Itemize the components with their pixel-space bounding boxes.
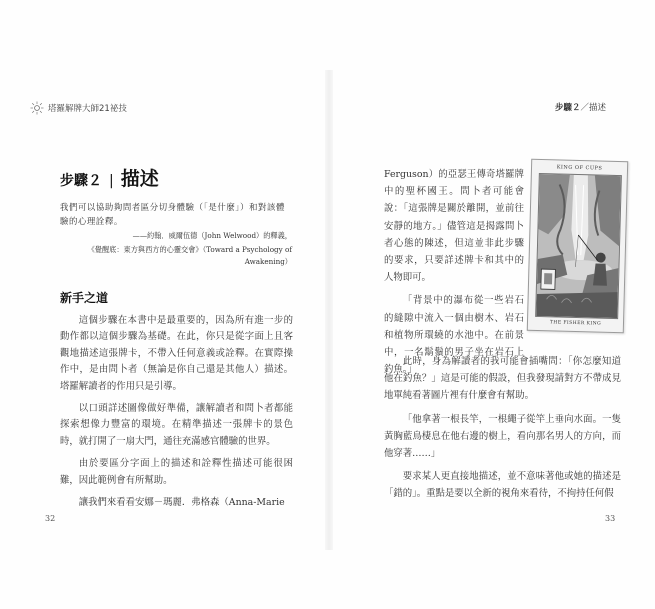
card-footer: THE FISHER KING (549, 320, 602, 327)
running-header-left (30, 101, 127, 115)
paragraph: 這個步驟在本書中是最重要的，因為所有進一步的動作都以這個步驟為基礎。在此，你只是從字面上且客觀地描述這張牌卡，不帶入任何意義或詮釋。在實際操作中，是由問卜者（無論是你自己還是其他人）描述。塔羅解讀者的作用只是引導。 (60, 315, 293, 392)
page-number-left: 32 (45, 514, 56, 523)
epigraph-quote: 我們可以協助夠問者區分切身體驗（「是什麼」）和對該體驗的心理詮釋。 (60, 202, 285, 226)
chapter-step: 步驟２ (60, 173, 102, 189)
paragraph: 要求某人更直接地描述，並不意味著他或她的描述是「錯的」。重點是要以全新的視角來看待，不拘持任何假 (384, 471, 621, 500)
section-heading: 新手之道 (60, 291, 109, 305)
paragraph: 讓我們來看看安娜－瑪麗．弗格森（Anna-Marie (78, 497, 285, 509)
paragraph: Ferguson）的亞瑟王傳奇塔羅牌中的聖杯國王。問卜者可能會說：「這張牌是關於離開，並前往安靜的地方。」儘管這是揭露問卜者心態的陳述，但這並非此步驟的要求，只要詳述牌卡和其中的人物即可。 (384, 169, 524, 284)
header-topic: 描述 (589, 103, 607, 113)
running-header-right (555, 101, 606, 113)
paragraph: 此時，身為解讀者的我可能會插嘴問：「你怎麼知道他在釣魚？」這是可能的假設，但我發現請對方不帶成見地單純看著圖片裡有什麼會有幫助。 (384, 356, 621, 402)
right-page-body-bottom (384, 353, 621, 509)
header-separator: ／ (580, 103, 590, 113)
paragraph: 「背景中的瀑布從一些岩石的縫隙中流入一個由樹木、岩石和植物所環繞的水池中。在前景中，一名鬍鬚的男子坐在岩石上釣魚。」 (384, 295, 524, 376)
book-title: 塔羅解牌大師21祕技 (48, 104, 127, 114)
epigraph (60, 200, 292, 268)
page-number-right: 33 (605, 514, 616, 523)
chapter-divider: | (109, 173, 114, 189)
book-gutter (325, 70, 333, 550)
paragraph: 由於要區分字面上的描述和詮釋性描述可能很困難，因此範例會有所幫助。 (60, 458, 293, 486)
tarot-card-image (527, 159, 628, 333)
fisher-king-illustration (536, 174, 621, 318)
card-artwork (535, 173, 622, 319)
chapter-heading (60, 164, 159, 191)
sun-ornament-icon (30, 101, 44, 115)
left-page-body (60, 313, 293, 517)
card-title: KING OF CUPS (556, 164, 603, 172)
paragraph: 以口頭詳述圖像做好準備，讓解讀者和問卜者都能探索想像力豐富的環境。在精準描述一張牌卡的景色時，就打開了一扇大門，通往充滿感官體驗的世界。 (60, 403, 293, 447)
right-page-body-top (384, 166, 524, 384)
header-step: 步驟２ (555, 103, 581, 113)
paragraph: 「他拿著一根長竿，一根繩子從竿上垂向水面。一隻黃胸藍鳥棲息在他右邊的樹上，看向那名男人的方向，而他穿著……」 (384, 413, 621, 460)
epigraph-attribution-line-2: 《覺醒底：東方與西方的心靈交會》（Toward a Psychology of Awakening） (87, 245, 292, 266)
chapter-title: 描述 (120, 168, 159, 190)
epigraph-attribution-line-1: ——約翰．威爾伍德（John Welwood）的釋義， (132, 231, 292, 240)
